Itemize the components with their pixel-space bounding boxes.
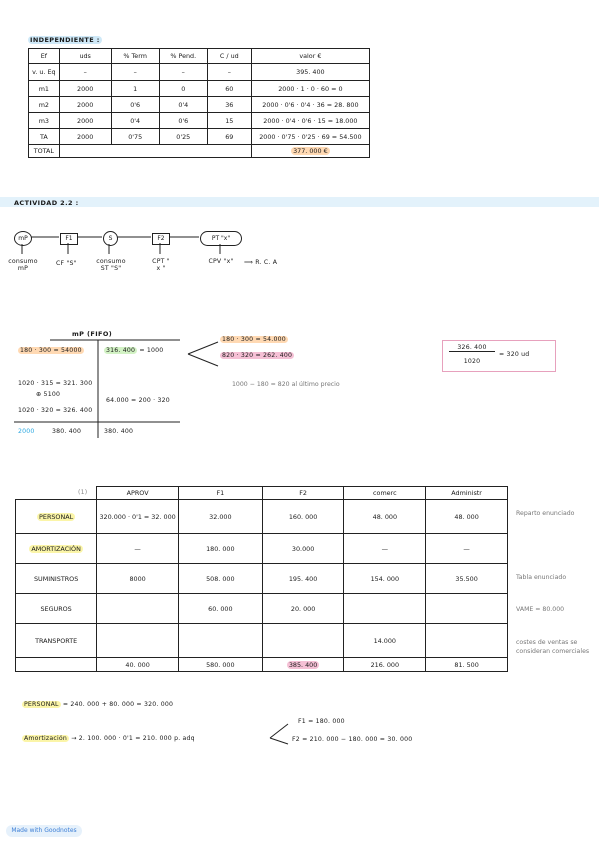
- col-header: % Term: [111, 49, 159, 64]
- amort-eq: → 2. 100. 000 · 0'1 = 210. 000 p. adq: [71, 735, 195, 742]
- cell: m1: [29, 81, 60, 97]
- personal-label: PERSONAL: [24, 701, 59, 708]
- cell: 0'6: [111, 97, 159, 113]
- personal-eq: = 240. 000 + 80. 000 = 320. 000: [62, 701, 174, 708]
- fifo-right-total: 380. 400: [104, 428, 134, 435]
- flow-node-s: S: [103, 231, 118, 246]
- total-label: TOTAL: [29, 145, 60, 158]
- col-header: % Pend.: [159, 49, 207, 64]
- cost-table: APROV F1 F2 comerc Administr PERSONAL 320.000 · 0'1 = 32. 000 32.000 160. 000 48. 000 48. 000 AMORTIZACIÓN — 180. 000 30.000 — — SUMINISTROS 8000 508. 000 195. 400 154. 000 35.500 SEGUROS 60. 000 20. 000 TRANSPORTE 14.000 40. 000 580. 000 385. 400 216. 000 81. 500: [15, 486, 508, 672]
- flow-caption: CF "S": [56, 260, 77, 267]
- f2-total: 385. 400: [288, 660, 318, 669]
- section-band: [0, 197, 599, 207]
- cell: 0'6: [159, 113, 207, 129]
- flow-caption: CPT " x ": [152, 258, 170, 272]
- result-box: [442, 340, 556, 372]
- cell: 2000 · 0'6 · 0'4 · 36 = 28. 800: [251, 97, 369, 113]
- row-label: PERSONAL: [39, 512, 74, 521]
- flow-caption: consumo ST "S": [96, 258, 126, 272]
- cell: 2000: [59, 113, 111, 129]
- fifo-right-b: = 1000: [139, 347, 164, 354]
- side-note: Reparto enunciado: [516, 510, 575, 517]
- flow-node-mp: mP: [14, 231, 32, 246]
- col-header: C / ud: [207, 49, 251, 64]
- amort-f1: F1 = 180. 000: [298, 718, 345, 725]
- cell: 2000 · 0'4 · 0'6 · 15 = 18.000: [251, 113, 369, 129]
- branch-b: 820 · 320 = 262. 400: [222, 352, 293, 359]
- cell: 2000 · 1 · 0 · 60 = 0: [251, 81, 369, 97]
- box-res: = 320 ud: [499, 351, 530, 358]
- col-header: comerc: [344, 487, 426, 500]
- section1-title: INDEPENDIENTE :: [30, 36, 100, 44]
- flow-arrows: [0, 228, 280, 258]
- fifo-right-mid: 64.000 = 200 · 320: [106, 397, 170, 404]
- row-label: SEGUROS: [16, 594, 97, 624]
- flow-caption: CPV "x": [208, 258, 234, 265]
- row-label: TRANSPORTE: [16, 624, 97, 658]
- cell: 0'25: [159, 129, 207, 145]
- cell: –: [59, 64, 111, 81]
- cell: –: [207, 64, 251, 81]
- box-num: 326. 400: [449, 344, 495, 352]
- fifo-left-mid2: ⊕ 5100: [36, 391, 61, 398]
- cell: TA: [29, 129, 60, 145]
- amort-f2: F2 = 210. 000 − 180. 000 = 30. 000: [292, 736, 413, 743]
- col-header: F1: [178, 487, 262, 500]
- fifo-right-a: 316. 400: [106, 347, 136, 354]
- cell: m3: [29, 113, 60, 129]
- flow-node-f2: F2: [152, 233, 170, 245]
- flow-node-pt: PT "x": [200, 231, 242, 246]
- amort-branch: [268, 722, 290, 748]
- flow-result: ⟹ R. C. A: [244, 259, 278, 266]
- col-header: F2: [262, 487, 344, 500]
- cell: 36: [207, 97, 251, 113]
- cell: 0'75: [111, 129, 159, 145]
- cell: –: [159, 64, 207, 81]
- amort-label: Amortización: [24, 735, 68, 742]
- fifo-left-mid1: 1020 · 315 = 321. 300: [18, 380, 93, 387]
- cell: 15: [207, 113, 251, 129]
- cell: 2000: [59, 97, 111, 113]
- flow-caption: consumo mP: [8, 258, 38, 272]
- col-header: Ef: [29, 49, 60, 64]
- cell: 395. 400: [251, 64, 369, 81]
- total-value: 377. 000 €: [293, 147, 328, 155]
- cell: –: [111, 64, 159, 81]
- cell: 0'4: [111, 113, 159, 129]
- fifo-left-top: 180 · 300 = 54000: [20, 347, 82, 354]
- flow-node-f1: F1: [60, 233, 78, 245]
- row-label: SUMINISTROS: [16, 564, 97, 594]
- branch-lines: [186, 340, 220, 368]
- col-header: Administr: [426, 487, 508, 500]
- cell: 69: [207, 129, 251, 145]
- cell: 60: [207, 81, 251, 97]
- col-header: valor €: [251, 49, 369, 64]
- table2-tag: (1): [78, 489, 88, 496]
- cell: 0: [159, 81, 207, 97]
- cell: 2000 · 0'75 · 0'25 · 69 = 54.500: [251, 129, 369, 145]
- col-header: uds: [59, 49, 111, 64]
- row-label: AMORTIZACIÓN: [31, 544, 81, 553]
- side-note: Tabla enunciado: [516, 574, 567, 581]
- fifo-left-val: 380. 400: [52, 428, 82, 435]
- box-den: 1020: [463, 358, 481, 365]
- fifo-note: 1000 − 180 = 820 al último precio: [232, 381, 340, 388]
- side-note: costes de ventas se consideran comerciales: [516, 639, 590, 655]
- independiente-table: [28, 48, 370, 158]
- col-header: APROV: [97, 487, 179, 500]
- cell: 0'4: [159, 97, 207, 113]
- fifo-left-mid3: 1020 · 320 = 326. 400: [18, 407, 93, 414]
- cell: 1: [111, 81, 159, 97]
- cell: v. u. Eq: [29, 64, 60, 81]
- cell: m2: [29, 97, 60, 113]
- fifo-left-qty: 2000: [18, 428, 35, 435]
- cell: 2000: [59, 81, 111, 97]
- fifo-title: mP (FIFO): [72, 330, 113, 338]
- section2-title: ACTIVIDAD 2.2 :: [14, 199, 79, 207]
- goodnotes-badge[interactable]: Made with Goodnotes: [6, 825, 82, 837]
- cell: 2000: [59, 129, 111, 145]
- side-note: VAME = 80.000: [516, 606, 565, 613]
- branch-a: 180 · 300 = 54.000: [222, 336, 286, 343]
